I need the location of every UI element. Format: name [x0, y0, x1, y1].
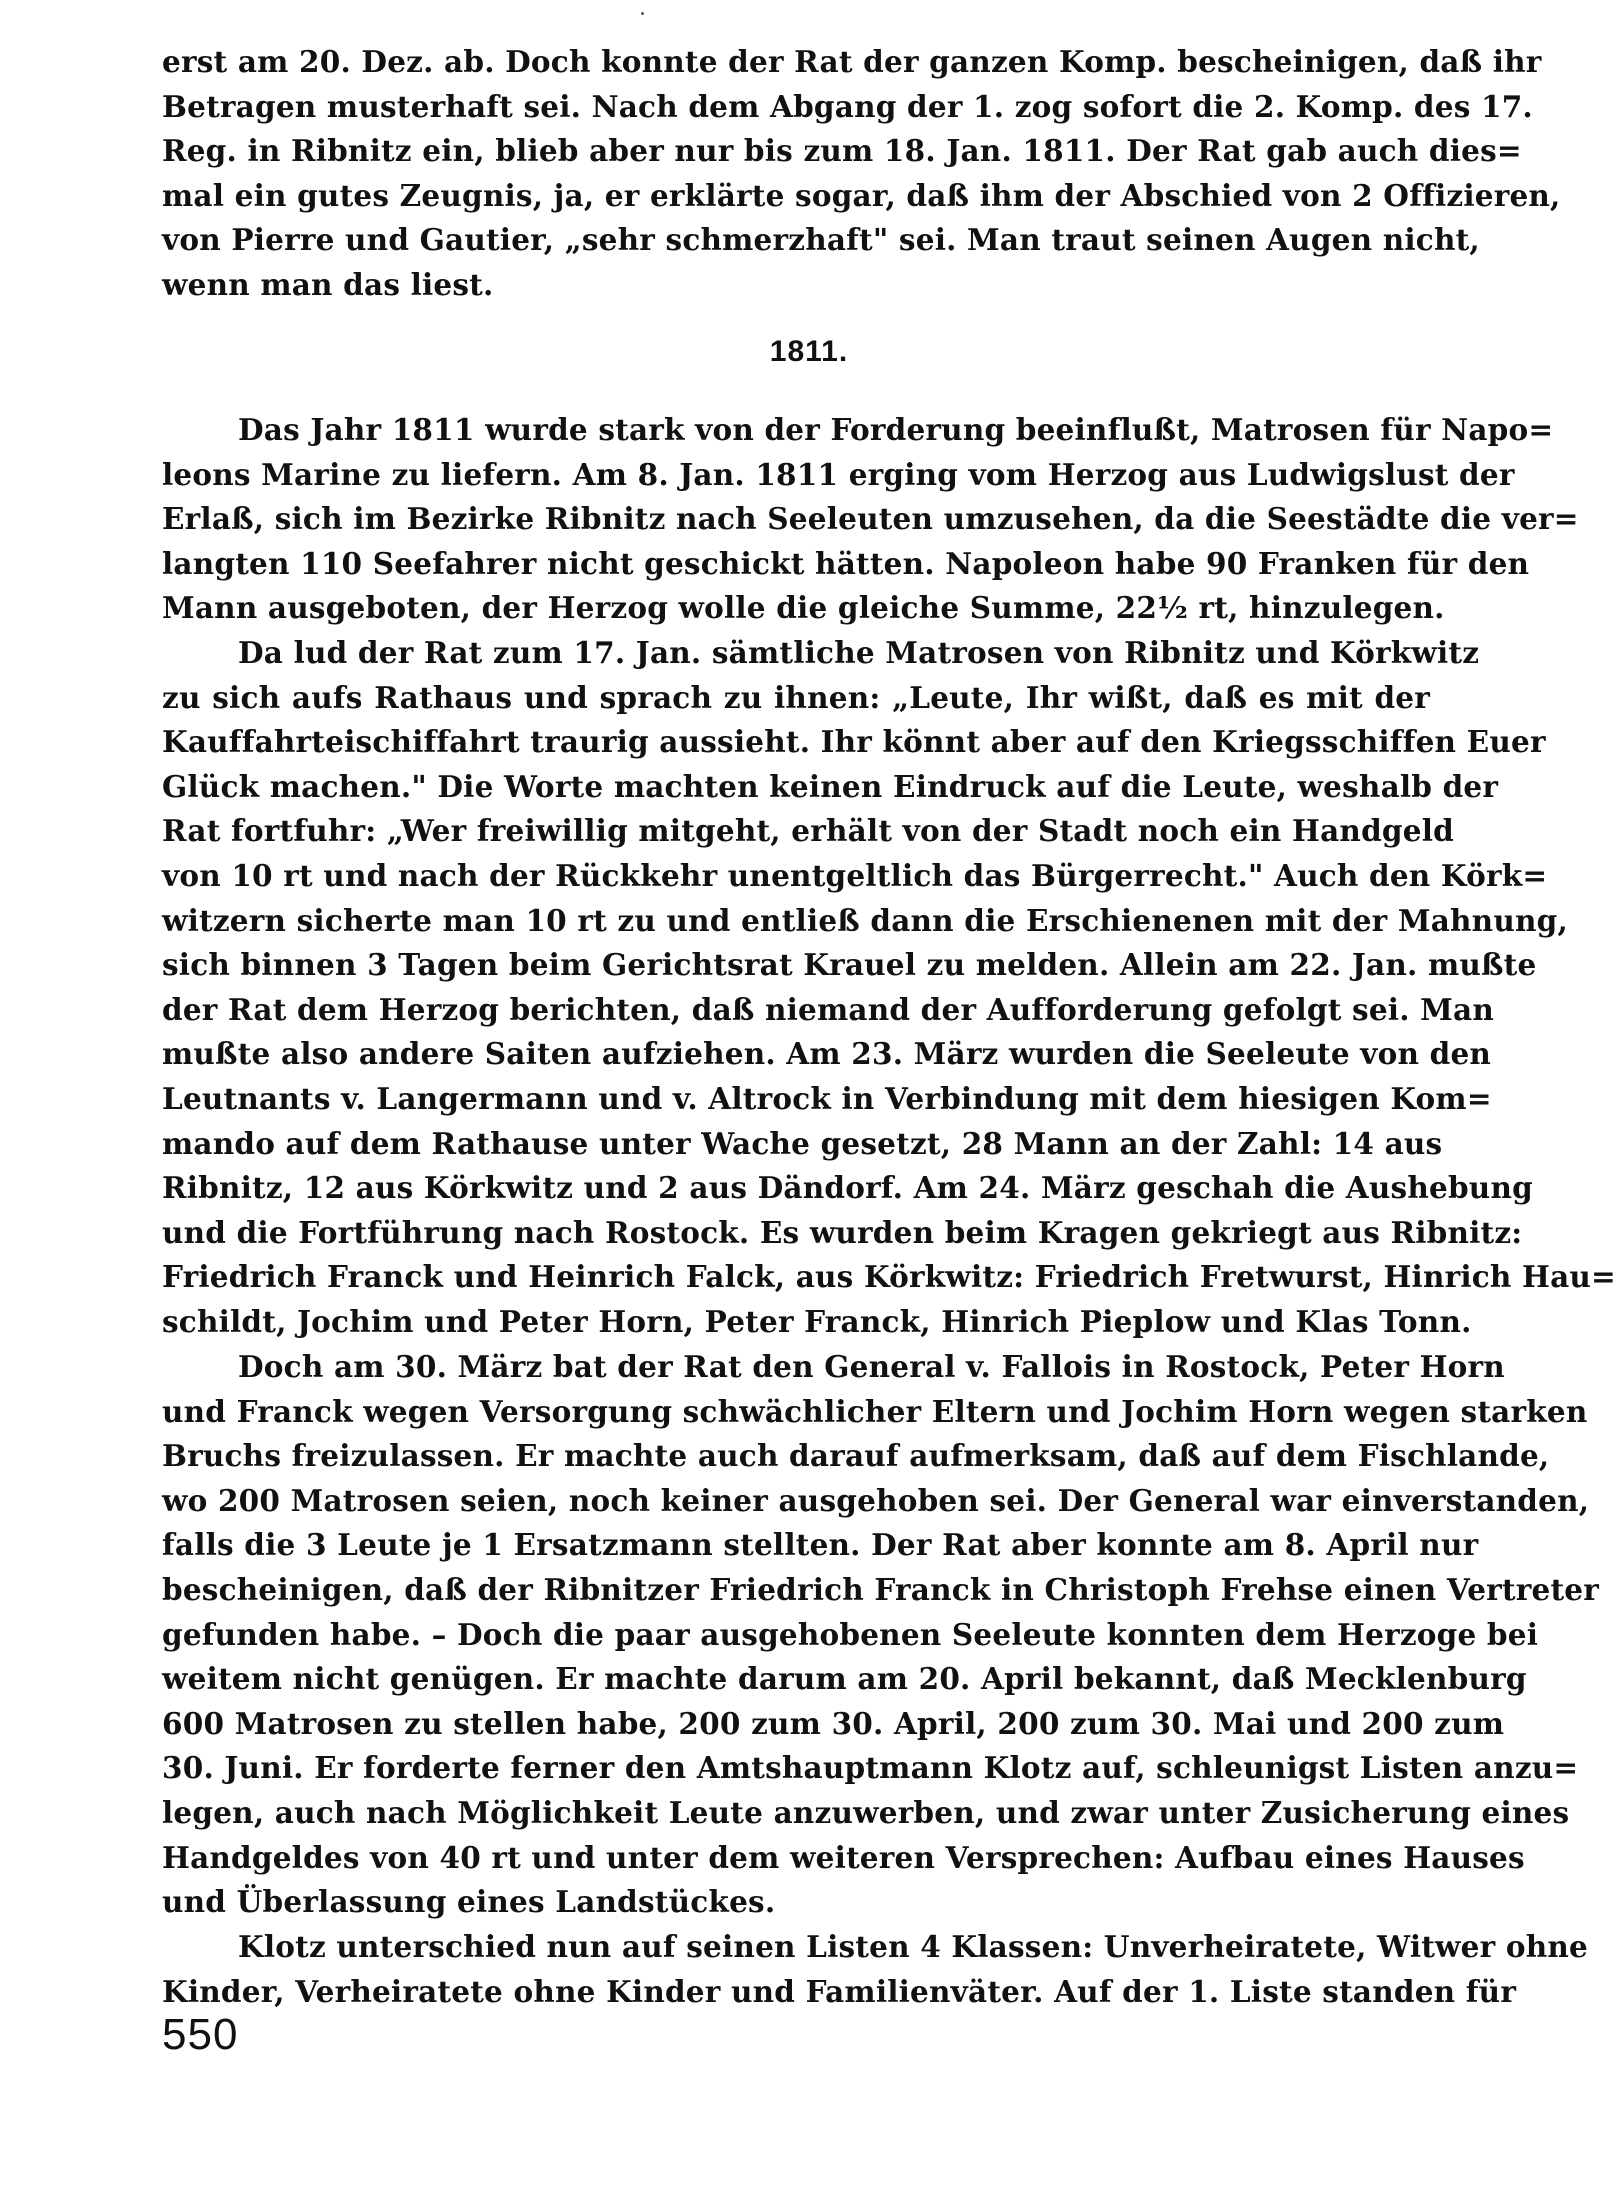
text-line: weitem nicht genügen. Er machte darum am 20. April bekannt, daß Mecklenburg — [162, 1661, 1527, 1697]
text-line: Bruchs freizulassen. Er machte auch darauf aufmerksam, daß auf dem Fischlande, — [162, 1438, 1550, 1474]
text-line: mal ein gutes Zeugnis, ja, er erklärte sogar, daß ihm der Abschied von 2 Offizieren, — [162, 177, 1561, 213]
paragraph-2 — [162, 631, 1616, 1345]
text-line: wenn man das liest. — [162, 266, 494, 302]
text-line: Handgeldes von 40 rt und unter dem weiteren Versprechen: Aufbau eines Hauses — [162, 1839, 1525, 1875]
paragraph-3 — [162, 1345, 1599, 1925]
text-line: und die Fortführung nach Rostock. Es wurden beim Kragen gekriegt aus Ribnitz: — [162, 1214, 1523, 1250]
text-line: Betragen musterhaft sei. Nach dem Abgang der 1. zog sofort die 2. Komp. des 17. — [162, 88, 1533, 124]
text-line: Rat fortfuhr: „Wer freiwillig mitgeht, erhält von der Stadt noch ein Handgeld — [162, 813, 1454, 849]
text-line: und Überlassung eines Landstückes. — [162, 1884, 776, 1920]
text-line: von Pierre und Gautier, „sehr schmerzhaft" sei. Man traut seinen Augen nicht, — [162, 222, 1480, 258]
text-line: falls die 3 Leute je 1 Ersatzmann stellten. Der Rat aber konnte am 8. April nur — [162, 1527, 1479, 1563]
text-line: 600 Matrosen zu stellen habe, 200 zum 30. April, 200 zum 30. Mai und 200 zum — [162, 1705, 1505, 1741]
scan-speck — [641, 12, 644, 15]
text-line: Mann ausgeboten, der Herzog wolle die gleiche Summe, 22½ rt, hinzulegen. — [162, 590, 1445, 626]
text-line: leons Marine zu liefern. Am 8. Jan. 1811 erging vom Herzog aus Ludwigslust der — [162, 456, 1515, 492]
text-line: zu sich aufs Rathaus und sprach zu ihnen: „Leute, Ihr wißt, daß es mit der — [162, 679, 1430, 715]
text-line: Reg. in Ribnitz ein, blieb aber nur bis zum 18. Jan. 1811. Der Rat gab auch dies= — [162, 133, 1522, 169]
text-line: mußte also andere Saiten aufziehen. Am 23. März wurden die Seeleute von den — [162, 1036, 1492, 1072]
text-line: wo 200 Matrosen seien, noch keiner ausgehoben sei. Der General war einverstanden, — [162, 1482, 1590, 1518]
text-line: gefunden habe. – Doch die paar ausgehobenen Seeleute konnten dem Herzoge bei — [162, 1616, 1539, 1652]
text-line: von 10 rt und nach der Rückkehr unentgeltlich das Bürgerrecht." Auch den Körk= — [162, 857, 1548, 893]
text-line: 30. Juni. Er forderte ferner den Amtshauptmann Klotz auf, schleunigst Listen anzu= — [162, 1750, 1579, 1786]
text-line: bescheinigen, daß der Ribnitzer Friedrich Franck in Christoph Frehse einen Vertreter — [162, 1571, 1599, 1607]
text-line: Glück machen." Die Worte machten keinen Eindruck auf die Leute, weshalb der — [162, 768, 1499, 804]
page-number: 550 — [162, 2010, 239, 2059]
text-line: schildt, Jochim und Peter Horn, Peter Franck, Hinrich Pieplow und Klas Tonn. — [162, 1303, 1472, 1339]
text-line: und Franck wegen Versorgung schwächlicher Eltern und Jochim Horn wegen starken — [162, 1393, 1588, 1429]
text-line: Da lud der Rat zum 17. Jan. sämtliche Matrosen von Ribnitz und Körkwitz — [238, 635, 1480, 670]
text-line: Das Jahr 1811 wurde stark von der Forderung beeinflußt, Matrosen für Napo= — [238, 412, 1554, 447]
text-line: Kauffahrteischiffahrt traurig aussieht. Ihr könnt aber auf den Kriegsschiffen Euer — [162, 724, 1546, 760]
text-line: mando auf dem Rathause unter Wache gesetzt, 28 Mann an der Zahl: 14 aus — [162, 1125, 1443, 1161]
paragraph-1 — [162, 408, 1579, 631]
top-paragraph — [162, 40, 1561, 308]
text-line: legen, auch nach Möglichkeit Leute anzuwerben, und zwar unter Zusicherung eines — [162, 1794, 1570, 1830]
text-line: sich binnen 3 Tagen beim Gerichtsrat Krauel zu melden. Allein am 22. Jan. mußte — [162, 947, 1537, 983]
text-line: Klotz unterschied nun auf seinen Listen 4 Klassen: Unverheiratete, Witwer ohne — [238, 1929, 1588, 1964]
text-line: erst am 20. Dez. ab. Doch konnte der Rat der ganzen Komp. bescheinigen, daß ihr — [162, 44, 1542, 79]
text-line: Doch am 30. März bat der Rat den General v. Fallois in Rostock, Peter Horn — [238, 1349, 1505, 1384]
text-line: der Rat dem Herzog berichten, daß niemand der Aufforderung gefolgt sei. Man — [162, 991, 1494, 1027]
text-line: langten 110 Seefahrer nicht geschickt hätten. Napoleon habe 90 Franken für den — [162, 545, 1530, 581]
text-line: Leutnants v. Langermann und v. Altrock in Verbindung mit dem hiesigen Kom= — [162, 1080, 1492, 1116]
text-line: Kinder, Verheiratete ohne Kinder und Familienväter. Auf der 1. Liste standen für — [162, 1973, 1517, 2009]
text-line: Ribnitz, 12 aus Körkwitz und 2 aus Dändorf. Am 24. März geschah die Aushebung — [162, 1170, 1533, 1206]
text-line: witzern sicherte man 10 rt zu und entließ dann die Erschienenen mit der Mahnung, — [162, 902, 1568, 938]
text-line: Erlaß, sich im Bezirke Ribnitz nach Seeleuten umzusehen, da die Seestädte die ver= — [162, 501, 1579, 537]
text-line: Friedrich Franck und Heinrich Falck, aus Körkwitz: Friedrich Fretwurst, Hinrich Hau= — [162, 1259, 1616, 1295]
section-heading: 1811. — [769, 335, 849, 368]
paragraph-4 — [162, 1925, 1588, 2014]
